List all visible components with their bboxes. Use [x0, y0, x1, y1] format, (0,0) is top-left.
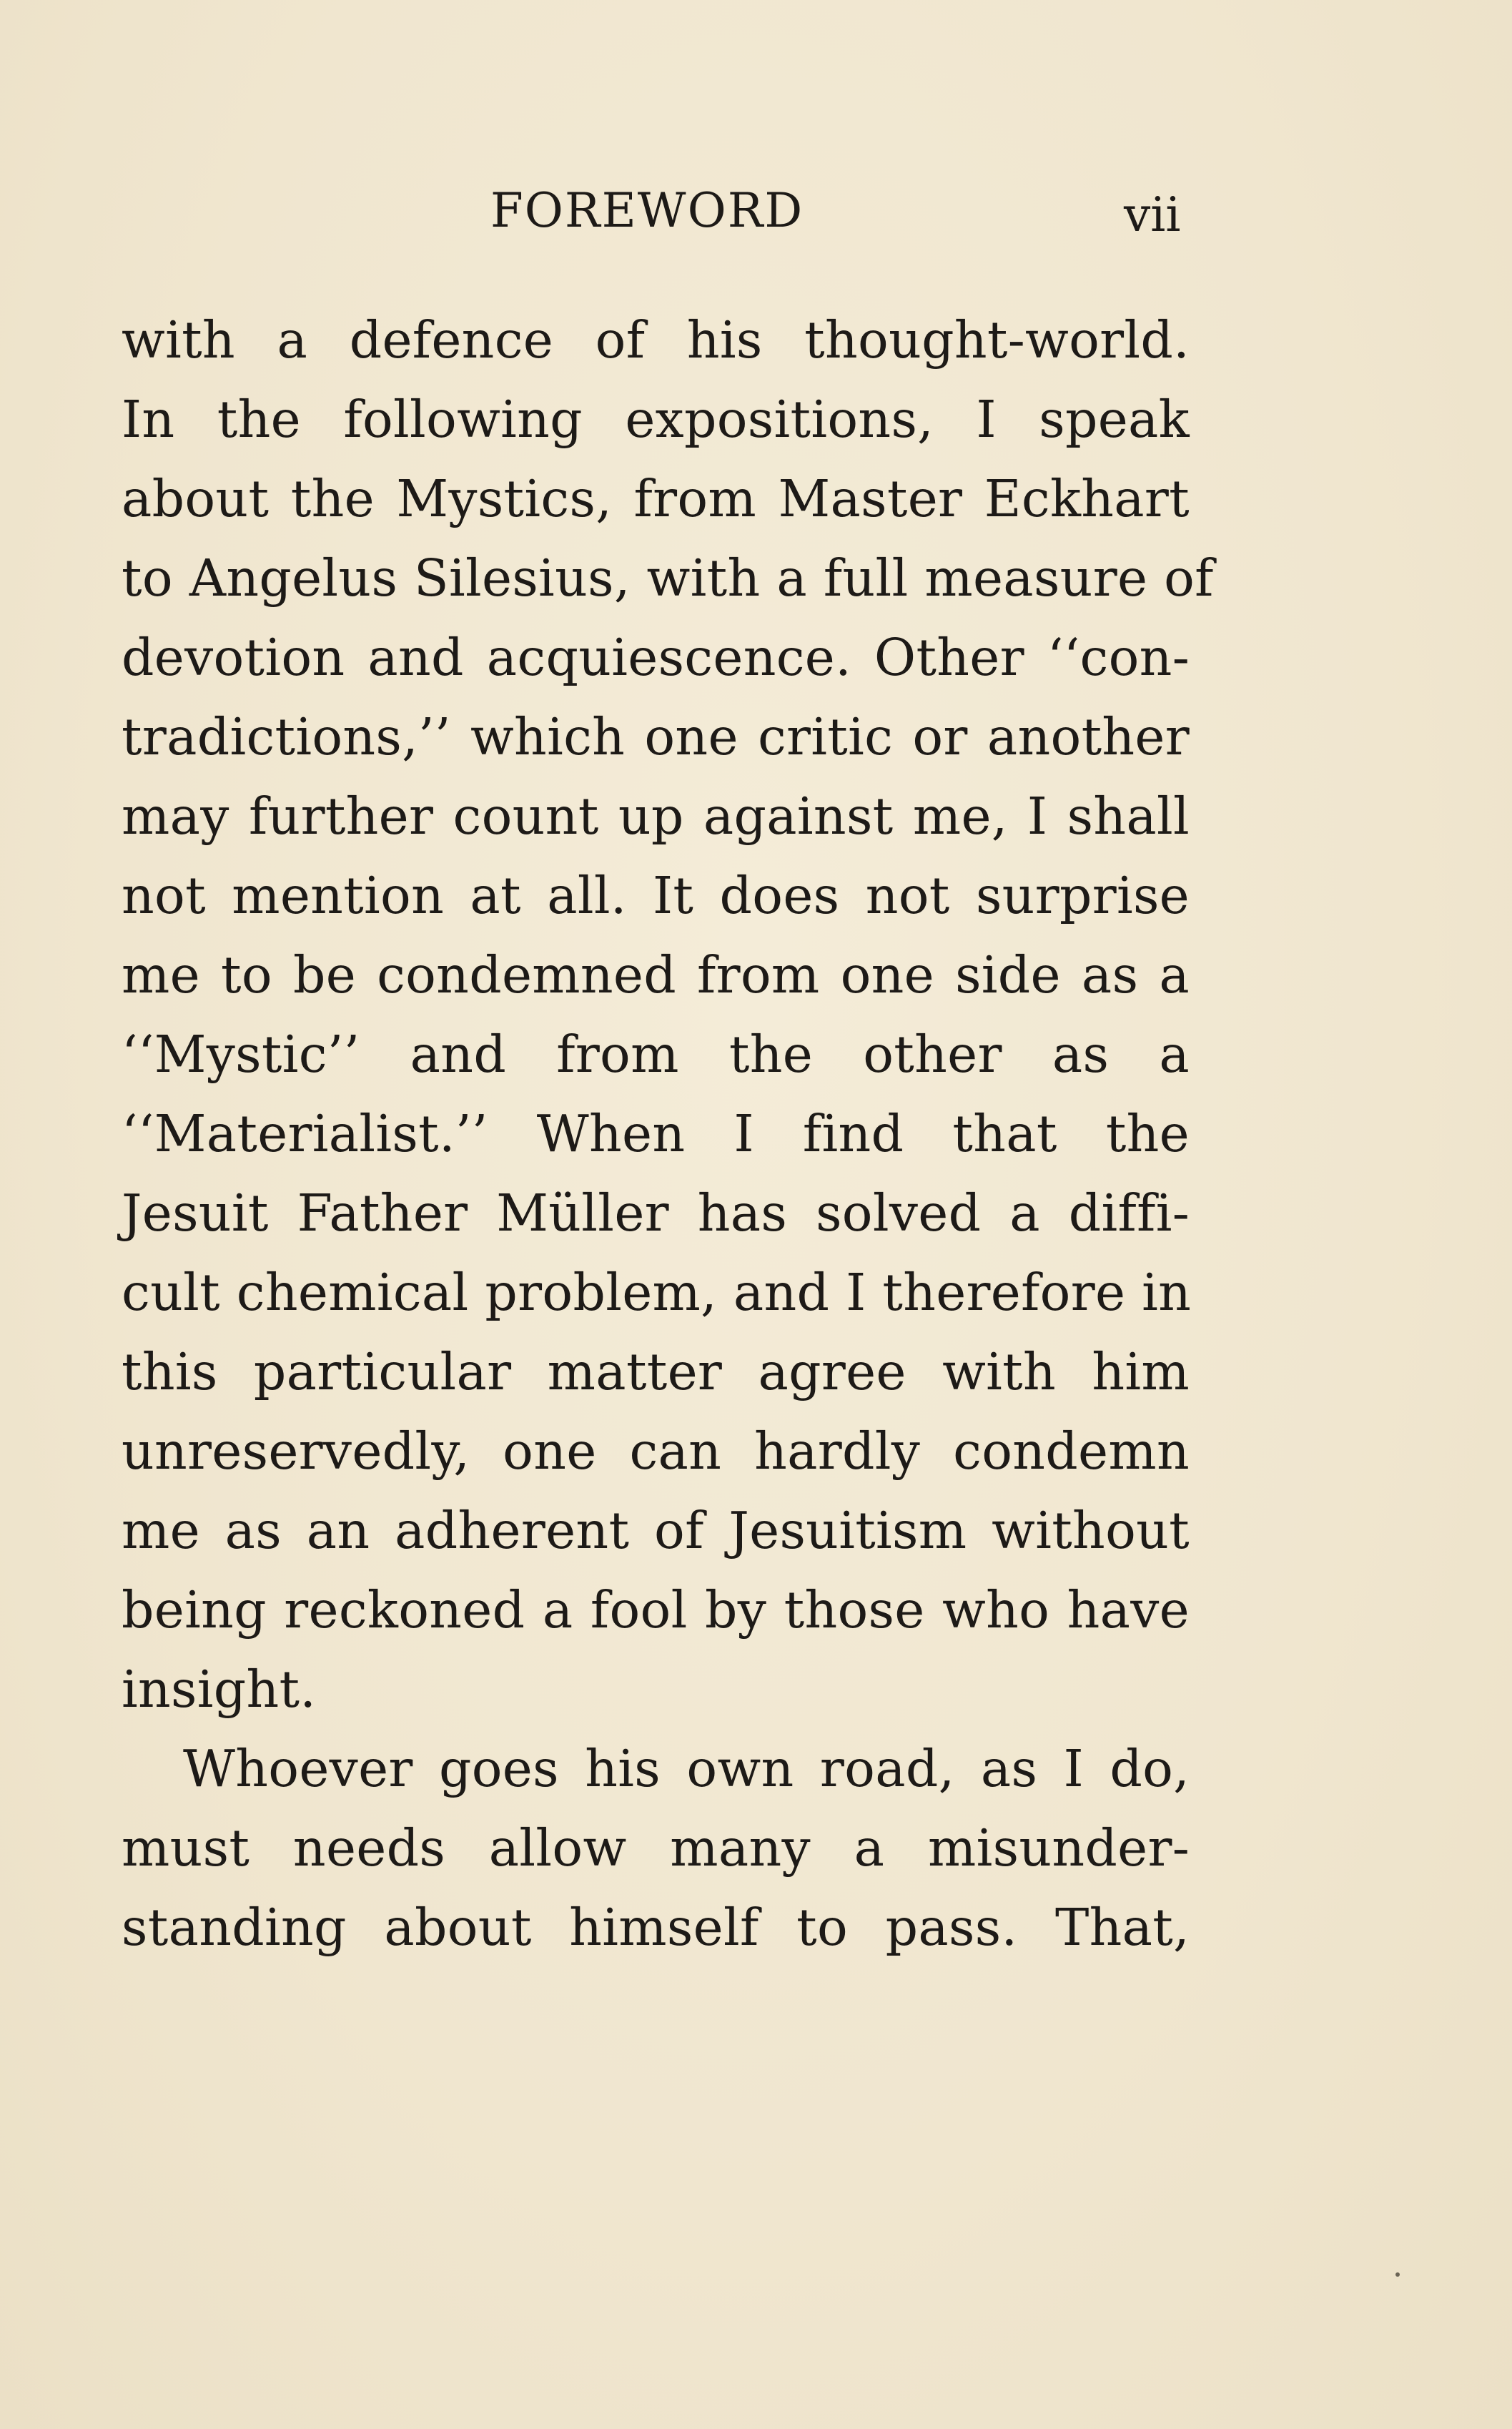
text-line: ‘‘Materialist.’’ When I find that the [122, 1104, 1190, 1163]
text-line: not mention at all. It does not surprise [122, 866, 1190, 925]
text-line: with a defence of his thought-world. [122, 310, 1190, 370]
text-line: Whoever goes his own road, as I do, [183, 1739, 1190, 1798]
text-line: In the following expositions, I speak [122, 390, 1190, 449]
text-line: may further count up against me, I shall [122, 787, 1190, 846]
paragraph [122, 1729, 1190, 1967]
text-line: unreservedly, one can hardly condemn [122, 1422, 1190, 1481]
page-number: vii [1124, 187, 1181, 242]
text-line: me to be condemned from one side as a [122, 945, 1190, 1005]
running-head-title: FOREWORD [490, 183, 804, 238]
text-line: to Angelus Silesius, with a full measure of [122, 548, 1214, 608]
text-line: Jesuit Father Müller has solved a diffi- [122, 1183, 1190, 1243]
running-head [0, 182, 1512, 240]
text-line: cult chemical problem, and I therefore in [122, 1263, 1192, 1322]
paper-speck [1395, 2272, 1400, 2277]
text-line: standing about himself to pass. That, [122, 1898, 1190, 1957]
text-line: being reckoned a fool by those who have [122, 1580, 1190, 1640]
text-line: this particular matter agree with him [122, 1342, 1190, 1401]
text-line: me as an adherent of Jesuitism without [122, 1501, 1190, 1560]
text-line: insight. [122, 1660, 317, 1719]
text-line: devotion and acquiescence. Other ‘‘con- [122, 628, 1190, 687]
paragraph [122, 300, 1214, 1729]
text-line: ‘‘Mystic’’ and from the other as a [122, 1025, 1190, 1084]
text-line: about the Mystics, from Master Eckhart [122, 469, 1190, 528]
text-line: tradictions,’’ which one critic or another [122, 707, 1190, 767]
body-text [122, 300, 1214, 1967]
text-line: must needs allow many a misunder- [122, 1818, 1190, 1878]
